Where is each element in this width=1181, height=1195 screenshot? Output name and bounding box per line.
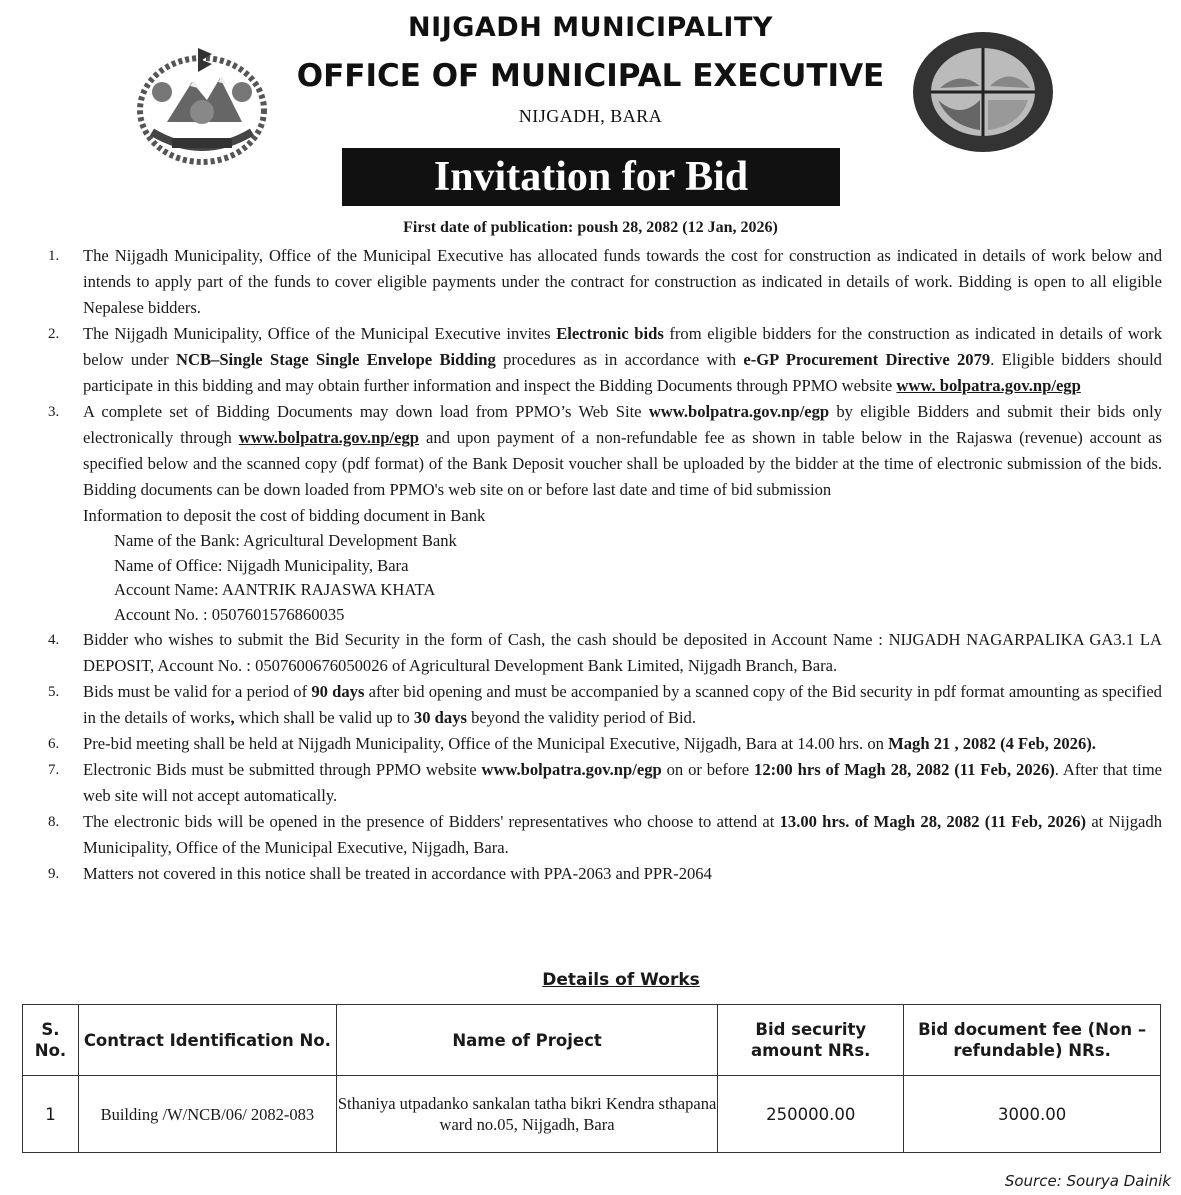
list-item	[48, 243, 1162, 321]
item-text-bold: 30 days	[413, 708, 467, 727]
details-of-works-table	[22, 1004, 1161, 1153]
item-text: The Nijgadh Municipality, Office of the Municipal Executive has allocated funds towards the cost for construction as indicated in details of work below and intends to apply part of the funds to cover eligible payments under the contract for construction as indicated in details of work. Bidding is open to all eligible Nepalese bidders.	[83, 246, 1162, 317]
item-text-part: which shall be valid up to	[234, 708, 414, 727]
item-text-part: Pre-bid meeting shall be held at Nijgadh Municipality, Office of the Municipal Executive, Nijgadh, Bara at 14.00 hrs. on	[83, 734, 889, 753]
item-text-part: The electronic bids will be opened in the presence of Bidders' representatives who choose to attend at	[83, 812, 780, 831]
item-number: 6.	[48, 736, 60, 752]
source-credit: Source: Sourya Dainik	[1004, 1172, 1171, 1190]
item-text: Bidder who wishes to submit the Bid Security in the form of Cash, the cash should be deposited in Account Name : NIJGADH NAGARPALIKA GA3.1 LA DEPOSIT, Account No. : 0507600676050026 of Agricultural Development Bank Limited, Nijgadh Branch, Bara.	[83, 630, 1162, 675]
item-text-bold: 90 days	[311, 682, 365, 701]
list-item	[48, 861, 1162, 887]
col-header-project-name: Name of Project	[336, 1005, 718, 1076]
col-header-document-fee: Bid document fee (Non – refundable) NRs.	[904, 1005, 1161, 1076]
list-item	[48, 731, 1162, 757]
item-text	[83, 757, 1162, 809]
item-text-part: beyond the validity period of Bid.	[466, 708, 697, 727]
cell-sn: 1	[23, 1076, 79, 1153]
item-text-part: after bid opening and must be accompanied by a scanned copy of the Bid security in pdf format amounting as specified in the details of works	[83, 682, 1162, 727]
list-item	[48, 399, 1162, 503]
list-item	[48, 679, 1162, 731]
item-number: 8.	[48, 814, 60, 830]
item-text	[83, 321, 1162, 399]
col-header-contract-id: Contract Identification No.	[78, 1005, 336, 1076]
item-text-part: by eligible Bidders and submit their bids only electronically through	[83, 402, 1162, 447]
item-number: 5.	[48, 684, 60, 700]
bank-name: Name of the Bank: Agricultural Development Bank	[114, 531, 457, 550]
item-text	[83, 809, 1162, 861]
item-text-bold: ,	[230, 708, 235, 727]
bolpatra-link[interactable]: www.bolpatra.gov.np/egp	[238, 428, 420, 447]
item-text-bold: www.bolpatra.gov.np/egp	[648, 402, 830, 421]
account-name: Account Name: AANTRIK RAJASWA KHATA	[114, 580, 436, 599]
publication-date: First date of publication: poush 28, 2082 (12 Jan, 2026)	[403, 219, 778, 236]
item-text-part: on or before	[661, 760, 755, 779]
item-text-bold: Magh 21 , 2082 (4 Feb, 2026).	[888, 734, 1096, 753]
account-number: Account No. : 0507601576860035	[114, 604, 345, 624]
col-header-bid-security: Bid security amount NRs.	[718, 1005, 904, 1076]
cell-bid-security: 250000.00	[718, 1076, 904, 1153]
item-text: Matters not covered in this notice shall be treated in accordance with PPA-2063 and PPR-2064	[83, 864, 712, 883]
item-number: 4.	[48, 632, 60, 648]
office-location: NIJGADH, BARA	[518, 106, 663, 126]
item-text-part: from eligible bidders for the construction as indicated in details of work below under	[83, 324, 1162, 369]
item-text-part: A complete set of Bidding Documents may down load from PPMO’s Web Site	[83, 402, 649, 421]
item-text-part: at Nijgadh Municipality, Office of the Municipal Executive, Nijgadh, Bara.	[83, 812, 1162, 857]
item-text	[83, 399, 1162, 503]
list-item	[48, 757, 1162, 809]
item-text-bold: NCB–Single Stage Single Envelope Bidding	[176, 350, 496, 369]
item-text	[83, 679, 1162, 731]
item-number: 7.	[48, 762, 60, 778]
item-text-part: . After that time web site will not accept automatically.	[83, 760, 1163, 805]
item-text-part: Electronic Bids must be submitted through PPMO website	[83, 760, 482, 779]
cell-contract-id: Building /W/NCB/06/ 2082-083	[78, 1076, 336, 1153]
details-of-works-heading: Details of Works	[542, 970, 700, 990]
item-text-bold: Electronic bids	[556, 324, 664, 343]
item-text-bold: www.bolpatra.gov.np/egp	[481, 760, 662, 779]
item-text-bold: e-GP Procurement Directive 2079	[743, 350, 991, 369]
item-text-part: procedures as in accordance with	[495, 350, 744, 369]
table-row	[23, 1076, 1161, 1153]
item-text-part: Bids must be valid for a period of	[83, 682, 312, 701]
notice-items	[48, 243, 1162, 887]
cell-project-name: Sthaniya utpadanko sankalan tatha bikri Kendra sthapana ward no.05, Nijgadh, Bara	[336, 1076, 718, 1153]
list-item	[48, 627, 1162, 679]
list-item	[48, 321, 1162, 399]
office-name: OFFICE OF MUNICIPAL EXECUTIVE	[296, 58, 885, 94]
item-number: 9.	[48, 866, 60, 882]
item-text-part: . Eligible bidders should participate in this bidding and may obtain further information and inspect the Bidding Documents through PPMO website	[83, 350, 1162, 395]
item-text-part: and upon payment of a non-refundable fee as shown in table below in the Rajaswa (revenue) account as specified below and the scanned copy (pdf format) of the Bank Deposit voucher shall be uploaded by the bidder at the time of electronic submission of the bids. Bidding documents can be down loaded from PPMO's web site on or before last date and time of bid submission	[83, 428, 1162, 499]
item-text	[83, 731, 1162, 757]
item-number: 1.	[48, 248, 60, 264]
item-text-part: The Nijgadh Municipality, Office of the Municipal Executive invites	[83, 324, 557, 343]
table-header-row	[23, 1005, 1161, 1076]
bank-info-lead: Information to deposit the cost of bidding document in Bank	[83, 506, 486, 525]
item-number: 3.	[48, 404, 60, 420]
office-name-line: Name of Office: Nijgadh Municipality, Bara	[114, 555, 409, 575]
item-text-bold: 12:00 hrs of Magh 28, 2082 (11 Feb, 2026)	[754, 760, 1055, 779]
ppmo-website-link[interactable]: www. bolpatra.gov.np/egp	[896, 376, 1081, 395]
col-header-sn: S. No.	[23, 1005, 79, 1076]
cell-document-fee: 3000.00	[904, 1076, 1161, 1153]
notice-title: Invitation for Bid	[342, 148, 840, 206]
municipality-name: NIJGADH MUNICIPALITY	[408, 12, 773, 43]
item-number: 2.	[48, 326, 60, 342]
item-text-bold: 13.00 hrs. of Magh 28, 2082 (11 Feb, 2026)	[779, 812, 1087, 831]
list-item	[48, 809, 1162, 861]
bank-details	[114, 529, 1162, 627]
